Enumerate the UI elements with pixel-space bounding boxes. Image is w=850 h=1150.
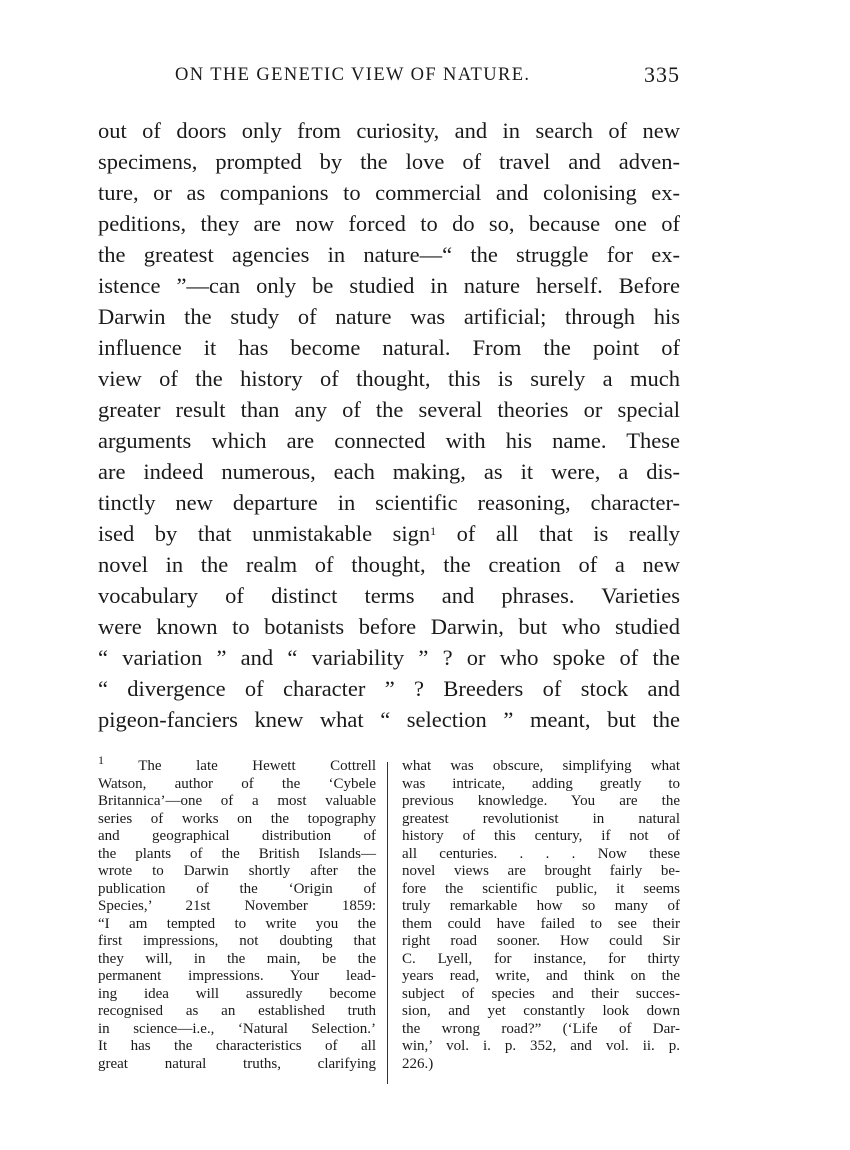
column-divider — [387, 762, 388, 1084]
footnote-line: publication of the ‘Origin of — [98, 880, 376, 897]
body-line: influence it has become natural. From the point of — [98, 335, 680, 360]
body-line: the greatest agencies in nature—“ the struggle for ex- — [98, 242, 680, 267]
footnote-line: right road sooner. How could Sir — [402, 933, 680, 949]
footnote-right-column — [402, 758, 680, 1073]
footnote-line: what was obscure, simplifying what — [402, 758, 680, 774]
footnote-left-column — [98, 753, 376, 1073]
footnote-line: they will, in the main, be the — [98, 950, 376, 967]
footnote-line: in science—i.e., ‘Natural Selection.’ — [98, 1020, 376, 1037]
footnote-line: Species,’ 21st November 1859: — [98, 898, 376, 914]
footnote-line: win,’ vol. i. p. 352, and vol. ii. p. — [402, 1038, 680, 1054]
footnote-line: the wrong road?” (‘Life of Dar- — [402, 1020, 680, 1037]
footnote-reference: 1 — [430, 524, 437, 538]
footnote-line: them could have failed to see their — [402, 915, 680, 932]
footnote-line: previous knowledge. You are the — [402, 793, 680, 809]
footnote-line: Britannica’—one of a most valuable — [98, 793, 376, 809]
body-line: “ divergence of character ” ? Breeders of stock and — [98, 676, 680, 701]
footnote-line: “I am tempted to write you the — [98, 915, 376, 932]
footnote-line: history of this century, if not of — [402, 828, 680, 844]
line-text-after-marker: of all that is really — [436, 521, 680, 546]
body-line: specimens, prompted by the love of travel and adven- — [98, 149, 680, 174]
page-number: 335 — [644, 62, 680, 87]
body-line: view of the history of thought, this is surely a much — [98, 366, 680, 391]
body-line: out of doors only from curiosity, and in search of new — [98, 118, 680, 143]
footnote-line: and geographical distribution of — [98, 828, 376, 844]
body-line: greater result than any of the several theories or special — [98, 397, 680, 422]
footnote-line: the plants of the British Islands— — [98, 845, 376, 862]
footnote-line: all centuries. . . . Now these — [402, 845, 680, 862]
footnote-line: C. Lyell, for instance, for thirty — [402, 950, 680, 967]
footnote-line: fore the scientific public, it seems — [402, 880, 680, 897]
footnote-line: wrote to Darwin shortly after the — [98, 863, 376, 879]
footnote-line: great natural truths, clarifying — [98, 1055, 376, 1072]
footnote-line: permanent impressions. Your lead- — [98, 968, 376, 984]
footnote-line: greatest revolutionist in natural — [402, 810, 680, 827]
page-header — [98, 62, 680, 92]
footnote-line: ing idea will assuredly become — [98, 985, 376, 1002]
footnote-line: series of works on the topography — [98, 810, 376, 827]
footnote-first-line — [98, 753, 376, 776]
footnote-area — [98, 753, 680, 1088]
main-text — [98, 115, 680, 735]
footnote-line: sion, and yet constantly look down — [402, 1003, 680, 1019]
footnote-line: subject of species and their succes- — [402, 985, 680, 1002]
footnote-line-text: The late Hewett Cottrell — [138, 758, 376, 774]
footnote-line: It has the characteristics of all — [98, 1038, 376, 1054]
body-line: Darwin the study of nature was artificial; through his — [98, 304, 680, 329]
line-text-before-marker: ised by that unmistakable sign — [98, 521, 431, 546]
body-line: pigeon-fanciers knew what “ selection ” meant, but the — [98, 707, 680, 732]
footnote-line: years read, write, and think on the — [402, 968, 680, 984]
footnote-line: novel views are brought fairly be- — [402, 863, 680, 879]
footnote-line: truly remarkable how so many of — [402, 898, 680, 914]
running-title: ON THE GENETIC VIEW OF NATURE. — [175, 65, 531, 85]
body-line: were known to botanists before Darwin, but who studied — [98, 614, 680, 639]
footnote-last-line: 226.) — [402, 1055, 434, 1072]
footnote-line: recognised as an established truth — [98, 1003, 376, 1019]
body-line: istence ”—can only be studied in nature herself. Before — [98, 273, 680, 298]
body-line: “ variation ” and “ variability ” ? or who spoke of the — [98, 645, 680, 670]
body-line: arguments which are connected with his name. These — [98, 428, 680, 453]
footnote-line: first impressions, not doubting that — [98, 933, 376, 949]
body-line: ture, or as companions to commercial and colonising ex- — [98, 180, 680, 205]
body-line: peditions, they are now forced to do so, because one of — [98, 211, 680, 236]
footnote-line: Watson, author of the ‘Cybele — [98, 775, 376, 792]
footnote-number: 1 — [98, 753, 104, 767]
footnote-line: was intricate, adding greatly to — [402, 775, 680, 792]
body-line: are indeed numerous, each making, as it were, a dis- — [98, 459, 680, 484]
body-line: tinctly new departure in scientific reasoning, character- — [98, 490, 680, 515]
body-line: novel in the realm of thought, the creation of a new — [98, 552, 680, 577]
body-line-with-footnote — [98, 518, 680, 549]
body-line: vocabulary of distinct terms and phrases. Varieties — [98, 583, 680, 608]
